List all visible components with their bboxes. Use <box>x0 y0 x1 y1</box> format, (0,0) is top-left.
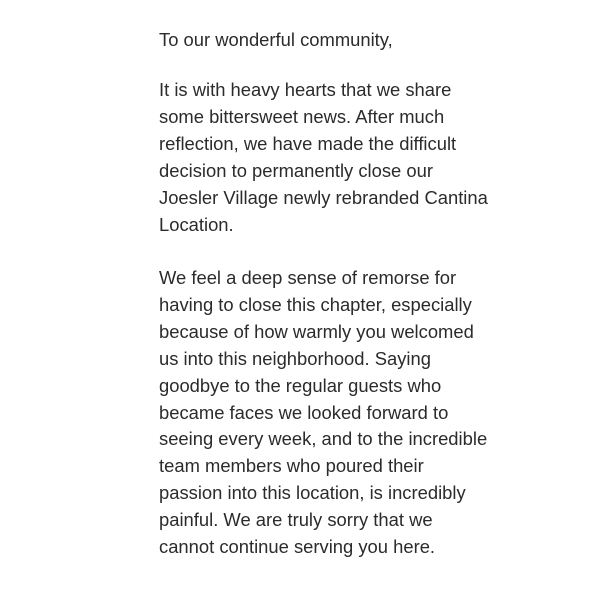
salutation-line: To our wonderful community, <box>159 29 393 50</box>
paragraph-2-line: us into this neighborhood. Saying <box>159 347 431 369</box>
paragraph-2-line: goodbye to the regular guests who <box>159 374 442 396</box>
paragraph-2-line: because of how warmly you welcomed <box>159 320 474 342</box>
paragraph-1-line: decision to permanently close our <box>159 159 433 181</box>
paragraph-2-line: having to close this chapter, especially <box>159 293 472 315</box>
paragraph-2-line: cannot continue serving you here. <box>159 536 436 558</box>
paragraph-2-line: team members who poured their <box>159 455 424 477</box>
paragraph-1-line: some bittersweet news. After much <box>159 105 445 127</box>
paragraph-1-line: Joesler Village newly rebranded Cantina <box>159 186 488 208</box>
salutation <box>159 27 579 54</box>
paragraph-1-line: It is with heavy hearts that we share <box>159 79 452 100</box>
paragraph-2-line: painful. We are truly sorry that we <box>159 509 433 531</box>
paragraph-1-line: Location. <box>159 213 234 235</box>
paragraph-2-line: became faces we looked forward to <box>159 401 449 423</box>
paragraph-1-line: reflection, we have made the difficult <box>159 132 457 154</box>
paragraph-2-line: seeing every week, and to the incredible <box>159 428 488 450</box>
paragraph-2-line: We feel a deep sense of remorse for <box>159 267 457 288</box>
paragraph-2-line: passion into this location, is incredibly <box>159 482 466 504</box>
paragraph-1 <box>159 77 579 238</box>
paragraph-2 <box>159 265 579 561</box>
